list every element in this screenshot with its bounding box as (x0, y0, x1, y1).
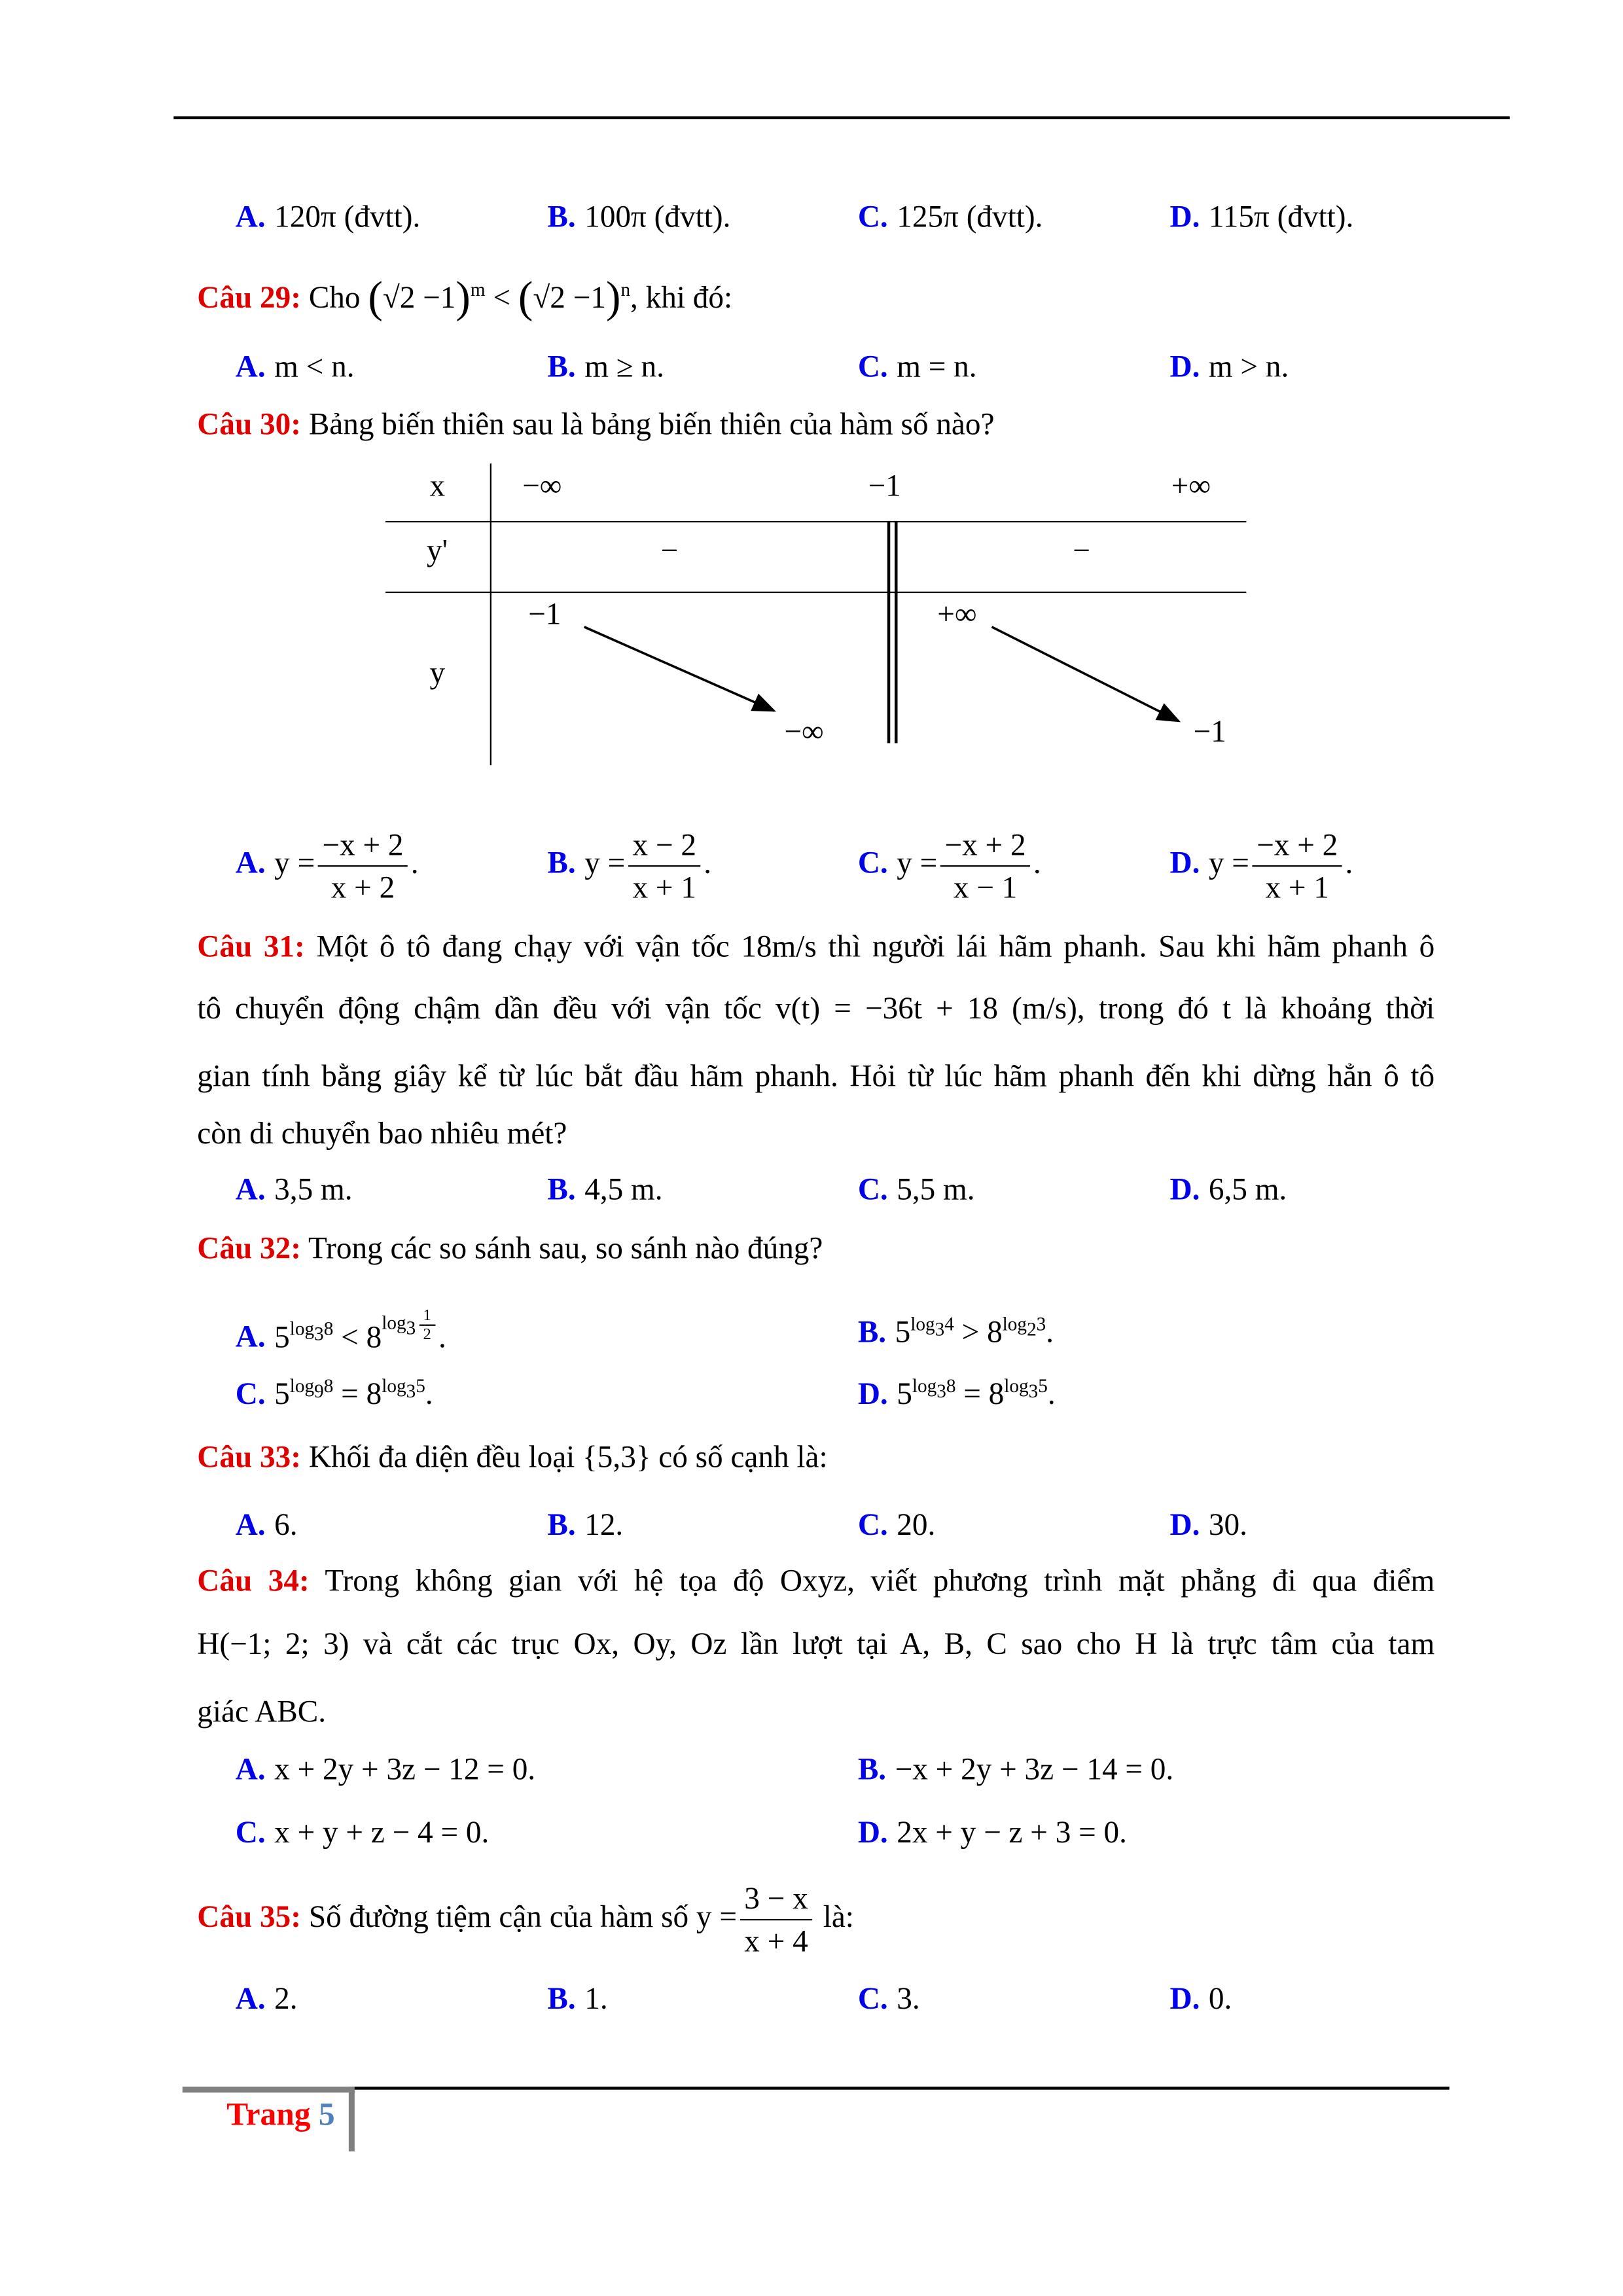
q34-option-b (858, 1751, 1173, 1788)
option-text: 30. (1208, 1507, 1247, 1543)
option-text: x + 2y + 3z − 12 = 0. (274, 1751, 536, 1787)
option-letter: A. (235, 1751, 266, 1787)
option-text: 12. (584, 1507, 624, 1543)
log: log (382, 1374, 406, 1397)
log: log (912, 1374, 937, 1397)
option-letter: C. (235, 1814, 266, 1850)
option-text: x + y + z − 4 = 0. (274, 1814, 490, 1850)
denominator: x + 2 (330, 869, 395, 905)
x-value: −∞ (522, 467, 562, 503)
denominator: 2 (423, 1325, 431, 1344)
y-value: +∞ (937, 596, 977, 632)
q32-option-c: C. $5^{log_98} = 8^{log_35}$. (235, 1374, 433, 1412)
option-letter: B. (547, 1981, 576, 2017)
denominator: x − 1 (953, 869, 1018, 905)
numerator: −x + 2 (940, 824, 1031, 867)
q31-option-b (547, 1172, 662, 1208)
question-label: Câu 29: (197, 279, 302, 315)
option-text: 2. (274, 1981, 298, 2017)
q33-option-a (236, 1507, 298, 1543)
option-text: 120π (đvtt). (274, 198, 421, 234)
option-text: y = (897, 845, 938, 881)
option-letter: A. (235, 1171, 266, 1207)
math-base: 5 (897, 1376, 912, 1412)
q34-option-a (236, 1751, 535, 1788)
option-text: 0. (1208, 1981, 1232, 2017)
q35-option-b (547, 1981, 607, 2017)
question-text: Số đường tiệm cận của hàm số y = (308, 1899, 737, 1935)
numerator: x − 2 (628, 824, 701, 867)
option-letter: A. (235, 198, 266, 234)
sign-value: − (1073, 532, 1090, 568)
log: log (289, 1318, 315, 1340)
log-base: 3 (935, 1318, 945, 1340)
question-text: gian tính bằng giây kể từ lúc bắt đầu hãm phanh. Hỏi từ lúc hãm phanh đến khi dừng hẳn ô tô (197, 1058, 1435, 1094)
numerator: 3 − x (740, 1878, 812, 1920)
row-label-x: x (429, 467, 446, 503)
page-word: Trang (226, 2095, 311, 2132)
question-text: giác ABC. (197, 1693, 327, 1729)
option-text: m ≥ n. (584, 348, 664, 384)
math-operator: > (961, 1314, 980, 1350)
option-letter: D. (1169, 198, 1200, 234)
question-35 (197, 1878, 854, 1962)
question-label: Câu 34: (197, 1562, 310, 1598)
option-text: −x + 2y + 3z − 14 = 0. (895, 1751, 1174, 1787)
log-base: 3 (406, 1317, 416, 1340)
log-arg: 3 (1036, 1312, 1046, 1335)
question-label: Câu 32: (197, 1230, 302, 1266)
option-letter: D. (1169, 1981, 1200, 2017)
math-base: 8 (366, 1376, 382, 1412)
q35-option-c (858, 1981, 920, 2017)
option-letter: B. (547, 845, 576, 881)
math-base: 8 (366, 1319, 382, 1355)
math-base: 5 (274, 1376, 290, 1412)
fraction (318, 824, 408, 908)
q33-option-d (1169, 1507, 1247, 1543)
q33-option-c (858, 1507, 935, 1543)
q33-option-b (547, 1507, 623, 1543)
option-letter: C. (857, 1981, 888, 2017)
option-letter: A. (235, 845, 266, 881)
x-value: +∞ (1171, 467, 1211, 503)
question-text: là: (823, 1899, 854, 1935)
fraction (740, 1878, 812, 1962)
numerator: 1 (419, 1307, 436, 1326)
log: log (382, 1312, 406, 1335)
option-text: m < n. (274, 348, 355, 384)
question-text: Khối đa diện đều loại (308, 1439, 575, 1475)
question-text: Trong các so sánh sau, so sánh nào đúng? (308, 1230, 823, 1266)
page-number-value: 5 (318, 2095, 335, 2132)
log-base: 3 (406, 1380, 416, 1402)
question-text: có số cạnh là: (658, 1439, 828, 1475)
log-arg: 5 (416, 1374, 425, 1397)
option-letter: A. (235, 1507, 266, 1543)
question-text: Cho (308, 279, 361, 315)
y-value: −1 (1193, 713, 1226, 749)
option-letter: B. (547, 1507, 576, 1543)
question-text: Trong không gian với hệ tọa độ Oxyz, viết phương trình mặt phẳng đi qua điểm (325, 1562, 1435, 1598)
option-text: m = n. (897, 348, 977, 384)
option-letter: B. (857, 1314, 887, 1350)
question-text: Bảng biến thiên sau là bảng biến thiên của hàm số nào? (308, 406, 995, 442)
fraction (419, 1307, 436, 1344)
option-letter: D. (857, 1814, 888, 1850)
option-letter: C. (857, 845, 888, 881)
option-letter: C. (857, 348, 888, 384)
q32-option-b: B. $5^{log_34} > 8^{log_23}$. (857, 1312, 1054, 1350)
option-text: 125π (đvtt). (897, 198, 1043, 234)
question-32 (197, 1230, 823, 1267)
question-text: tô chuyển động chậm dần đều với vận tốc v(t) = −36t + 18 (m/s), trong đó t là khoảng thời (197, 990, 1435, 1026)
question-33 (197, 1439, 827, 1476)
log: log (289, 1374, 315, 1397)
option-letter: C. (857, 1507, 888, 1543)
numerator: −x + 2 (1252, 824, 1342, 867)
option-letter: B. (857, 1751, 887, 1787)
log-arg: 8 (946, 1374, 956, 1397)
q34-option-c (236, 1814, 490, 1851)
option-text: 1. (584, 1981, 608, 2017)
q32-option-d: D. $5^{log_38} = 8^{log_35}$. (857, 1374, 1056, 1412)
log: log (1004, 1374, 1029, 1397)
q31-option-d (1169, 1172, 1287, 1208)
math-operator: < (493, 279, 511, 315)
exponent: n (620, 278, 631, 300)
denominator: x + 1 (1265, 869, 1329, 905)
question-text: Một ô tô đang chạy với vận tốc 18m/s thì người lái hãm phanh. Sau khi hãm phanh ô (316, 928, 1435, 964)
question-text: còn di chuyển bao nhiêu mét? (197, 1115, 567, 1151)
question-label: Câu 35: (197, 1899, 302, 1935)
q31-option-a (236, 1172, 353, 1208)
log-base: 3 (1028, 1380, 1039, 1402)
question-text: H(−1; 2; 3) và cắt các trục Ox, Oy, Oz lần lượt tại A, B, C sao cho H là trực tâm của tam (197, 1626, 1435, 1662)
x-value: −1 (868, 467, 901, 503)
denominator: x + 4 (744, 1923, 808, 1959)
log-base: 3 (314, 1323, 324, 1346)
decreasing-arrows (0, 0, 1623, 824)
q35-option-a (236, 1981, 298, 2017)
option-text: 5,5 m. (897, 1171, 975, 1207)
q34-option-d (858, 1814, 1127, 1851)
footer-bar (183, 2087, 355, 2092)
numerator: −x + 2 (318, 824, 408, 867)
arrow-down-icon (584, 627, 774, 711)
option-text: 6,5 m. (1208, 1171, 1287, 1207)
option-letter: B. (547, 348, 576, 384)
y-value: −∞ (784, 713, 824, 749)
q32-option-a: A. $5^{log_38} < 8^{log_3 \frac{1}{2}}$ . (235, 1306, 446, 1355)
option-letter: C. (857, 198, 888, 234)
math-operator: < (341, 1319, 359, 1355)
option-letter: D. (1169, 1171, 1200, 1207)
log-arg: 4 (944, 1312, 954, 1335)
math-base: 8 (987, 1314, 1003, 1350)
question-label: Câu 31: (197, 928, 305, 964)
log-base: 3 (936, 1380, 946, 1402)
row-label-y: y (429, 655, 446, 691)
log-arg: 5 (1038, 1374, 1048, 1397)
question-label: Câu 33: (197, 1439, 302, 1475)
option-text: 6. (274, 1507, 298, 1543)
math-base: 8 (988, 1376, 1005, 1412)
math-base: √2 −1 (533, 279, 606, 315)
option-text: 3,5 m. (274, 1171, 353, 1207)
row-label-yprime: y' (427, 532, 448, 568)
denominator: x + 1 (632, 869, 696, 905)
page-number (226, 2096, 334, 2134)
fraction (1252, 824, 1342, 908)
option-letter: B. (547, 1171, 576, 1207)
option-letter: A. (235, 348, 266, 384)
log-arg: 8 (323, 1374, 334, 1397)
option-letter: A. (235, 1319, 266, 1355)
option-letter: D. (857, 1376, 888, 1412)
math-base: 5 (895, 1314, 911, 1350)
log-base: 9 (314, 1380, 324, 1402)
sign-value: − (660, 532, 679, 568)
math-base: 5 (274, 1319, 290, 1355)
option-letter: A. (235, 1981, 266, 2017)
question-34 (197, 1563, 1435, 1600)
option-text: 4,5 m. (584, 1171, 663, 1207)
exponent: m (470, 278, 486, 300)
q30-option-c: C. y = $\frac{-x + 2}{x - 1}$ . (858, 824, 1041, 908)
option-text: 100π (đvtt). (584, 198, 731, 234)
option-text: 115π (đvtt). (1208, 198, 1354, 234)
option-text: 3. (897, 1981, 920, 2017)
q30-option-d: D. y = $\frac{-x + 2}{x + 1}$ . (1169, 824, 1353, 908)
fraction (940, 824, 1031, 908)
option-text: y = (1208, 845, 1249, 881)
log-arg: 8 (323, 1318, 334, 1340)
question-29: Câu 29: Cho $(√2 -1)^m < (√2 -1)^n$, khi đó: (197, 274, 733, 323)
option-text: 2x + y − z + 3 = 0. (897, 1814, 1127, 1850)
q30-option-b: B. y = $\frac{x - 2}{x + 1}$ . (547, 824, 711, 908)
y-value: −1 (528, 596, 562, 632)
question-text: , khi đó: (630, 279, 733, 315)
math-operator: = (963, 1376, 981, 1412)
arrow-down-icon (991, 627, 1179, 721)
q31-option-c (858, 1172, 975, 1208)
math-set: {5,3} (582, 1439, 651, 1475)
question-label: Câu 30: (197, 406, 302, 442)
option-text: y = (274, 845, 315, 881)
option-text: y = (584, 845, 626, 881)
log-base: 2 (1027, 1318, 1037, 1340)
log: log (1002, 1312, 1027, 1335)
option-letter: C. (857, 1171, 888, 1207)
option-text: 20. (897, 1507, 936, 1543)
fraction (628, 824, 701, 908)
option-text: m > n. (1208, 348, 1289, 384)
option-letter: D. (1169, 845, 1200, 881)
footer-bar (349, 2087, 355, 2151)
log: log (910, 1312, 935, 1335)
q30-option-a: A. y = $\frac{-x + 2}{x + 2}$ . (236, 824, 419, 908)
option-letter: C. (235, 1376, 266, 1412)
math-base: √2 −1 (382, 279, 456, 315)
footer-rule (355, 2087, 1450, 2089)
q35-option-d (1169, 1981, 1232, 2017)
math-operator: = (341, 1376, 359, 1412)
question-31 (197, 929, 1435, 965)
option-letter: B. (547, 198, 576, 234)
option-letter: D. (1169, 348, 1200, 384)
option-letter: D. (1169, 1507, 1200, 1543)
